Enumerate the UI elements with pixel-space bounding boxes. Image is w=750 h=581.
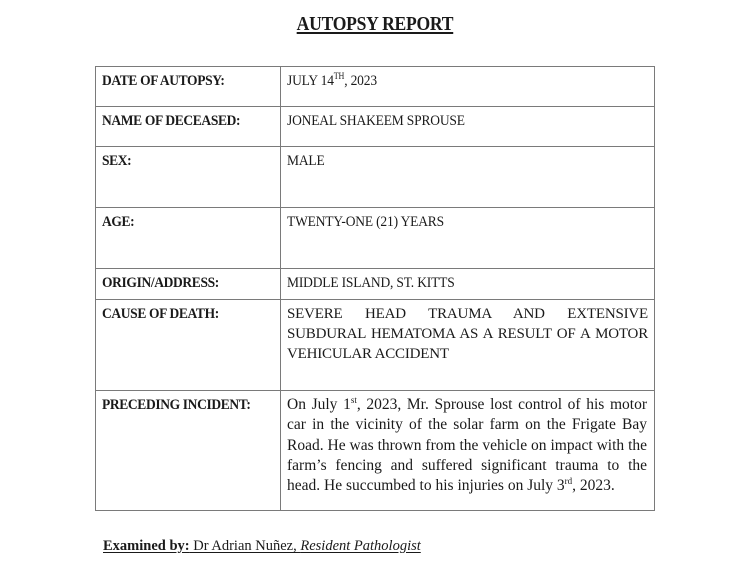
value-origin-address: MIDDLE ISLAND, ST. KITTS <box>281 269 655 300</box>
row-preceding-incident <box>96 391 655 511</box>
row-name-of-deceased <box>96 107 655 147</box>
value-preceding-incident: On July 1st, 2023, Mr. Sprouse lost control of his motor car in the vicinity of the solar farm on the Frigate Bay Road. He was thrown from the vehicle on impact with the farm’s fencing and suffered significant trauma to the head. He succumbed to his injuries on July 3rd, 2023. <box>281 391 655 511</box>
value-sex: MALE <box>281 147 655 208</box>
label-cause-of-death: CAUSE OF DEATH: <box>96 300 281 391</box>
examined-by-signature <box>103 537 421 555</box>
label-sex: SEX: <box>96 147 281 208</box>
report-title-text: AUTOPSY REPORT <box>296 13 454 35</box>
examined-by-label: Examined by: <box>103 538 190 554</box>
value-cause-of-death: SEVERE HEAD TRAUMA AND EXTENSIVE SUBDURAL HEMATOMA AS A RESULT OF A MOTOR VEHICULAR ACCIDENT <box>281 300 655 391</box>
value-name-of-deceased: JONEAL SHAKEEM SPROUSE <box>281 107 655 147</box>
pathologist-role: Resident Pathologist <box>300 538 421 554</box>
row-cause-of-death <box>96 300 655 391</box>
label-date-of-autopsy: DATE OF AUTOPSY: <box>96 67 281 107</box>
label-age: AGE: <box>96 208 281 269</box>
value-age: TWENTY-ONE (21) YEARS <box>281 208 655 269</box>
report-title <box>0 12 750 36</box>
autopsy-details-table <box>95 66 655 511</box>
label-preceding-incident: PRECEDING INCIDENT: <box>96 391 281 511</box>
value-date-of-autopsy: JULY 14TH, 2023 <box>281 67 655 107</box>
row-sex <box>96 147 655 208</box>
row-date-of-autopsy <box>96 67 655 107</box>
label-name-of-deceased: NAME OF DECEASED: <box>96 107 281 147</box>
row-origin-address <box>96 269 655 300</box>
row-age <box>96 208 655 269</box>
pathologist-name: Dr Adrian Nuñez, <box>189 538 301 554</box>
label-origin-address: ORIGIN/ADDRESS: <box>96 269 281 300</box>
